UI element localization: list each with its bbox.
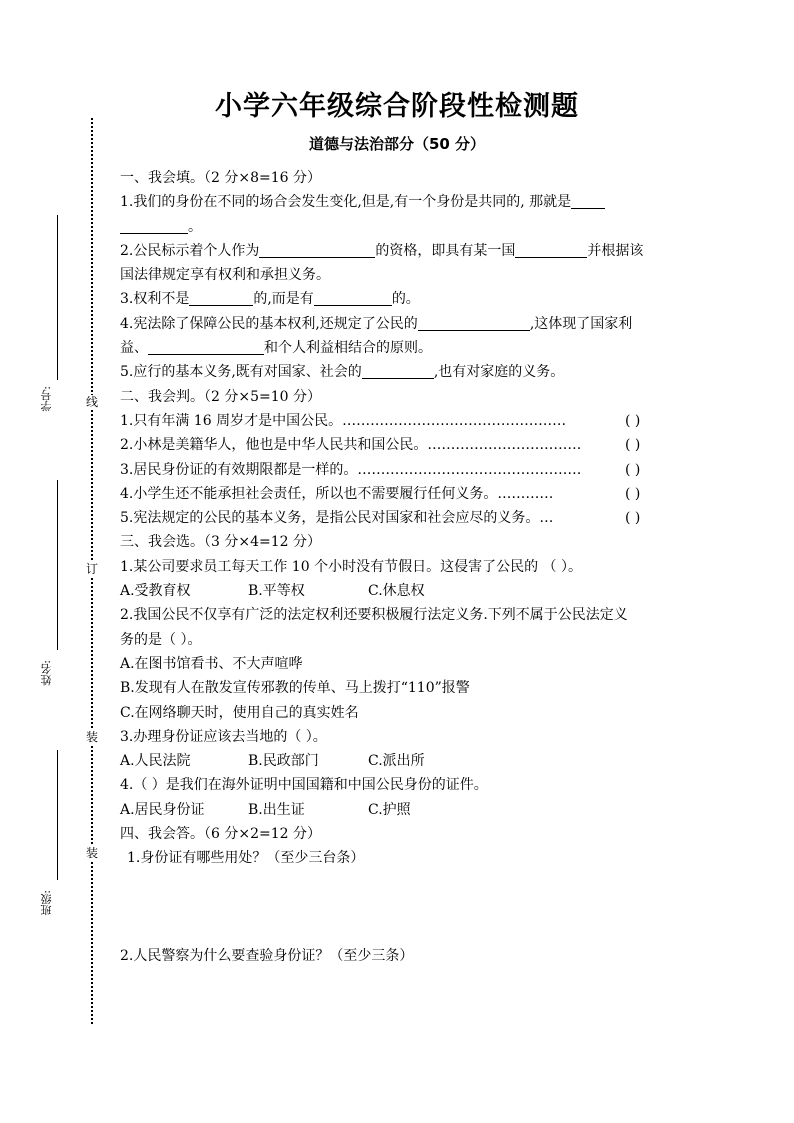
s1-q2-text-a: 2.公民标示着个人作为 — [120, 242, 260, 259]
s4-q1-answer-area[interactable] — [120, 871, 720, 944]
s1-q2-line1 — [120, 239, 720, 263]
class-label: 班级: — [40, 890, 53, 916]
s1-q3-text-c: 的。 — [391, 291, 420, 308]
student-number-line[interactable] — [57, 215, 58, 380]
section3-heading: 三、我会选。（3 分×4=12 分） — [120, 534, 321, 551]
s1-q3-blank-b[interactable] — [314, 290, 392, 306]
s4-q1: 1.身份证有哪些用处？（至少三台条） — [127, 850, 365, 867]
s2-item-2-answer[interactable]: ( ) — [625, 437, 641, 454]
binding-margin — [0, 0, 110, 1123]
s1-q1-blank-a[interactable] — [571, 193, 605, 209]
s1-q3-line — [120, 287, 720, 311]
s2-item-1 — [120, 409, 720, 433]
s3-q2-option-b[interactable]: B.发现有人在散发宣传邪教的传单、马上拨打“110”报警 — [120, 680, 470, 697]
name-line[interactable] — [57, 480, 58, 650]
s1-q5-text-b: ,也有对家庭的义务。 — [433, 364, 565, 381]
s2-item-4-answer[interactable]: ( ) — [625, 485, 641, 502]
binding-char-xian: 线 — [85, 395, 98, 409]
s2-item-4-text: 4.小学生还不能承担社会责任，所以也不需要履行任何义务。………… — [120, 485, 554, 502]
s1-q2-blank-b[interactable] — [515, 242, 587, 258]
s1-q1-line1 — [120, 190, 720, 214]
s3-q3-option-b[interactable]: B.民政部门 — [248, 753, 319, 770]
s1-q4-text-b: ,这体现了国家利 — [529, 315, 633, 332]
s3-q4-options — [120, 798, 720, 822]
s3-q4-option-a[interactable]: A.居民身份证 — [120, 801, 205, 818]
student-number-label: 学号: — [40, 386, 53, 412]
s1-q2-text-b: 的资格，即具有某一国 — [375, 242, 516, 259]
s1-q3-text-b: 的,而是有 — [253, 291, 314, 308]
s2-item-3-answer[interactable]: ( ) — [625, 461, 641, 478]
s1-q2-blank-a[interactable] — [259, 242, 375, 258]
s1-q3-blank-a[interactable] — [189, 290, 253, 306]
s2-item-5-text: 5.宪法规定的公民的基本义务，是指公民对国家和社会应尽的义务。… — [120, 510, 554, 527]
s1-q5-line — [120, 360, 720, 384]
s3-q2-option-a[interactable]: A.在图书馆看书、不大声喧哗 — [120, 655, 303, 672]
s2-item-1-answer[interactable]: ( ) — [625, 412, 641, 429]
s2-item-3 — [120, 458, 720, 482]
s1-q4-blank-a[interactable] — [418, 315, 530, 331]
exam-content — [120, 166, 720, 1048]
s1-q4-text-c: 益、 — [120, 340, 148, 357]
s2-item-2 — [120, 433, 720, 457]
s3-q3-options — [120, 749, 720, 773]
section1-heading: 一、我会填。（2 分×8=16 分） — [120, 170, 321, 186]
page-title: 小学六年级综合阶段性检测题 — [215, 91, 579, 122]
s1-q4-text-d: 和个人利益相结合的原则。 — [264, 340, 432, 357]
section4-heading: 四、我会答。（6 分×2=12 分） — [120, 826, 321, 843]
s3-q3-option-c[interactable]: C.派出所 — [368, 753, 425, 770]
s3-q1-option-c[interactable]: C.休息权 — [368, 583, 425, 600]
s4-q2: 2.人民警察为什么要查验身份证？（至少三条） — [120, 947, 414, 964]
s3-q2-line2: 务的是（ ）。 — [120, 631, 202, 648]
s1-q4-line1 — [120, 312, 720, 336]
s3-q1: 1.某公司要求员工每天工作 10 个小时没有节假日。这侵害了公民的 （ ）。 — [120, 558, 582, 575]
s2-item-4 — [120, 482, 720, 506]
s1-q1-blank-b[interactable] — [120, 218, 188, 234]
page-subtitle: 道德与法治部分（50 分） — [308, 135, 486, 153]
s3-q2-line1: 2.我国公民不仅享有广泛的法定权利还要积极履行法定义务.下列不属于公民法定义 — [120, 607, 628, 624]
name-label: 姓名: — [40, 660, 53, 686]
section2-heading: 二、我会判。（2 分×5=10 分） — [120, 388, 321, 405]
s3-q4-option-c[interactable]: C.护照 — [368, 801, 411, 818]
s1-q2-text-c: 并根据该 — [587, 242, 644, 259]
s1-q5-text-a: 5.应行的基本义务,既有对国家、社会的 — [120, 364, 362, 381]
s1-q4-blank-b[interactable] — [148, 339, 264, 355]
s1-q4-text-a: 4.宪法除了保障公民的基本权利,还规定了公民的 — [120, 315, 418, 332]
s3-q1-option-a[interactable]: A.受教育权 — [120, 583, 191, 600]
s1-q2-line2: 国法律规定享有权利和承担义务。 — [120, 267, 330, 284]
s3-q1-option-b[interactable]: B.平等权 — [248, 583, 305, 600]
class-line[interactable] — [57, 750, 58, 880]
s4-q2-answer-area[interactable] — [120, 968, 720, 1048]
s2-item-3-text: 3.居民身份证的有效期限都是一样的。………………………………………… — [120, 461, 582, 478]
s2-item-5-answer[interactable]: ( ) — [625, 510, 641, 527]
s1-q1-line2 — [120, 215, 720, 239]
binding-char-zhuang-1: 装 — [85, 730, 98, 744]
s1-q1-text: 1.我们的身份在不同的场合会发生变化,但是,有一个身份是共同的, 那就是 — [120, 194, 572, 211]
binding-char-zhuang-2: 装 — [85, 846, 98, 860]
s3-q3-option-a[interactable]: A.人民法院 — [120, 753, 191, 770]
s2-item-5 — [120, 506, 720, 530]
s2-item-1-text: 1.只有年满 16 周岁才是中国公民。………………………………………… — [120, 412, 567, 429]
s3-q3: 3.办理身份证应该去当地的（ ）。 — [120, 728, 327, 745]
binding-char-ding: 订 — [85, 562, 98, 576]
s3-q2-option-c[interactable]: C.在网络聊天时，使用自己的真实姓名 — [120, 704, 359, 721]
s3-q4-option-b[interactable]: B.出生证 — [248, 801, 305, 818]
s2-item-2-text: 2.小林是美籍华人，他也是中华人民共和国公民。…………………………… — [120, 437, 582, 454]
s1-q3-text-a: 3.权利不是 — [120, 291, 190, 308]
s1-q1-end: 。 — [188, 218, 202, 235]
s1-q4-line2 — [120, 336, 720, 360]
s1-q5-blank[interactable] — [362, 363, 434, 379]
s3-q4: 4.（ ）是我们在海外证明中国国籍和中国公民身份的证件。 — [120, 777, 488, 794]
s3-q1-options — [120, 579, 720, 603]
